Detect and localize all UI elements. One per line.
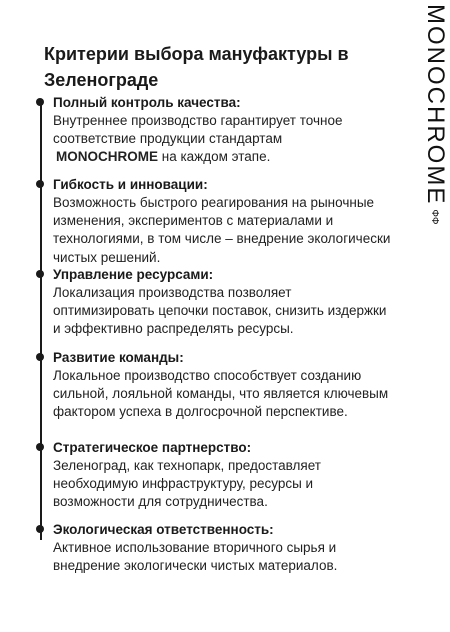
section-quality-control [53, 94, 393, 167]
section-body: Возможность быстрого реагирования на рыночные изменения, экспериментов с материалами и технологиями, в том числе – внедрение экологически чистых решений. [53, 195, 391, 265]
section-body: Локализация производства позволяет оптимизировать цепочки поставок, снизить издержки и эффективно распределять ресурсы. [53, 285, 387, 337]
section-title: Стратегическое партнерство: [53, 440, 252, 455]
timeline-dot [36, 353, 44, 361]
section-ecology [53, 521, 393, 575]
section-body: Зеленоград, как технопарк, предоставляет необходимую инфраструктуру, ресурсы и возможности для сотрудничества. [53, 458, 321, 510]
section-title: Полный контроль качества: [53, 95, 241, 110]
section-flexibility [53, 176, 393, 267]
section-body-text-end: на каждом этапе. [158, 149, 271, 165]
section-title: Гибкость и инновации: [53, 177, 208, 192]
timeline-dot [36, 443, 44, 451]
section-body [53, 112, 393, 167]
brand-logo-vertical [421, 4, 448, 225]
section-team [53, 349, 393, 422]
section-body: Активное использование вторичного сырья и внедрение экологически чистых материалов. [53, 540, 338, 574]
timeline-dot [36, 98, 44, 106]
section-title: Управление ресурсами: [53, 267, 214, 282]
section-body: Локальное производство способствует созданию сильной, лояльной команды, что является ключевым фактором успеха в долгосрочной перспективе. [53, 368, 389, 420]
section-body-text: Внутреннее производство гарантирует точное соответствие продукции стандартам [53, 113, 343, 147]
section-title: Экологическая ответственность: [53, 522, 274, 537]
section-partnership [53, 439, 393, 512]
brand-logo-sub: ФФ [429, 209, 441, 225]
section-title: Развитие команды: [53, 350, 184, 365]
section-body-brand: MONOCHROME [56, 149, 158, 165]
timeline-dot [36, 180, 44, 188]
timeline-dot [36, 270, 44, 278]
timeline-dot [36, 525, 44, 533]
timeline-line [40, 100, 42, 540]
page-title: Критерии выбора мануфактуры в Зеленограде [44, 44, 349, 90]
brand-logo-text: MONOCHROME [422, 4, 449, 206]
section-resources [53, 266, 393, 339]
